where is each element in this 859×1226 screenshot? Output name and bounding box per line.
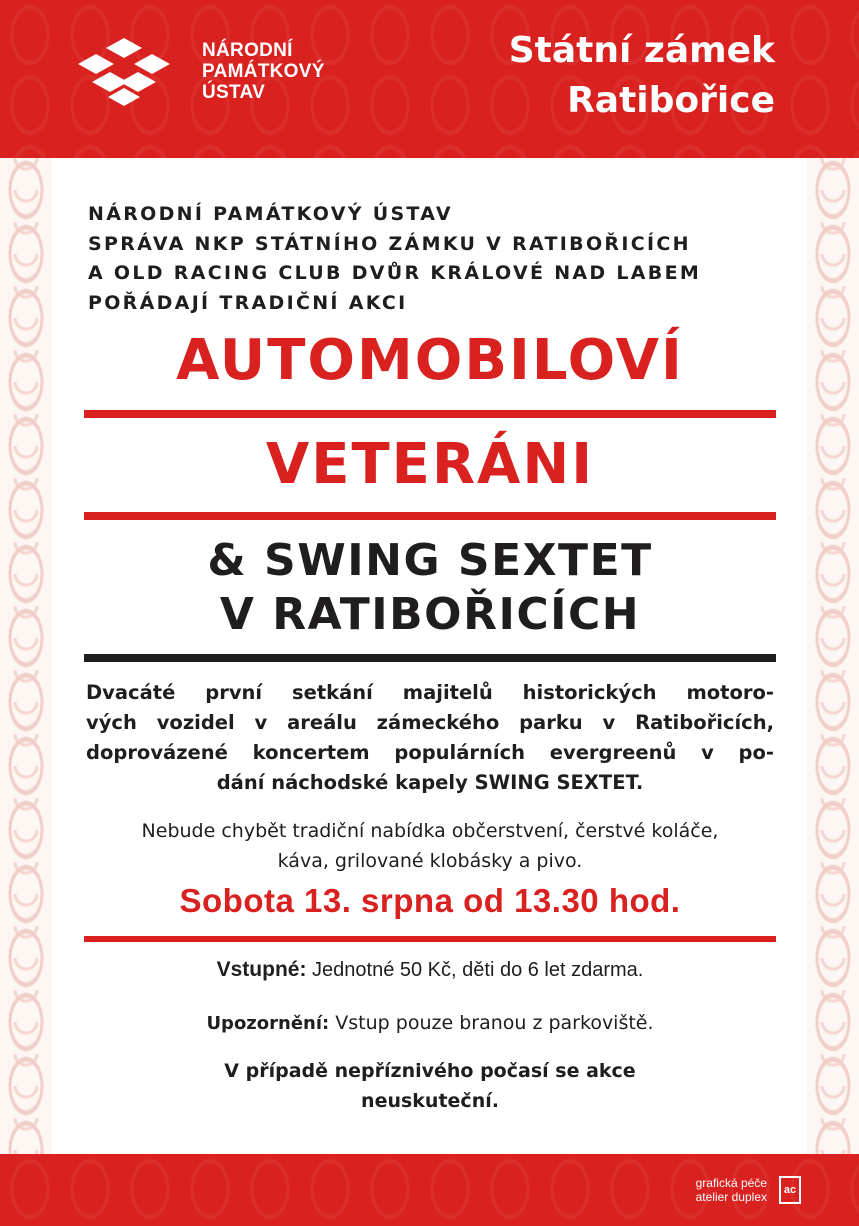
organizer-line: SPRÁVA NKP STÁTNÍHO ZÁMKU V RATIBOŘICÍCH <box>88 232 691 255</box>
admission-info <box>84 958 776 982</box>
offer-line: káva, grilované klobásky a pivo. <box>277 850 583 872</box>
event-title-line-1: AUTOMOBILOVÍ <box>176 328 684 393</box>
ornament-right <box>807 158 859 1154</box>
design-credit <box>696 1176 767 1204</box>
logo-line: PAMÁTKOVÝ <box>202 61 325 82</box>
footer-band <box>0 1154 859 1226</box>
subtitle-divider <box>84 654 776 662</box>
admission-text: Jednotné 50 Kč, děti do 6 let zdarma. <box>312 959 644 981</box>
offer-line: Nebude chybět tradiční nabídka občerstvení, čerstvé koláče, <box>141 820 719 842</box>
event-title-line-2: VETERÁNI <box>265 432 595 497</box>
refreshments-info <box>86 816 774 876</box>
organizer-line: POŘÁDAJÍ TRADIČNÍ AKCI <box>88 291 408 314</box>
atelier-duplex-logo-icon <box>779 1176 801 1204</box>
title-divider <box>84 512 776 520</box>
event-subtitle <box>84 534 776 642</box>
admission-label: Vstupné: <box>216 958 307 981</box>
notice-info <box>84 1012 776 1034</box>
organizer-line: A OLD RACING CLUB DVŮR KRÁLOVÉ NAD LABEM <box>88 262 702 284</box>
description-line: dání náchodské kapely SWING SEXTET. <box>216 771 644 794</box>
subtitle-line: V RATIBOŘICÍCH <box>219 589 641 640</box>
weather-notice <box>84 1056 776 1116</box>
event-description <box>86 678 774 798</box>
title-divider <box>84 410 776 418</box>
date-divider <box>84 936 776 942</box>
notice-label: Upozornění: <box>206 1013 330 1034</box>
castle-name <box>509 26 775 126</box>
organizer-line: NÁRODNÍ PAMÁTKOVÝ ÚSTAV <box>88 203 453 225</box>
credit-mark-text: ac <box>783 1184 797 1196</box>
logo-line: ÚSTAV <box>202 82 266 103</box>
organizers <box>88 200 701 318</box>
logo-line: NÁRODNÍ <box>202 40 293 61</box>
castle-line: Státní zámek <box>508 30 775 71</box>
credit-line: grafická péče <box>695 1176 767 1190</box>
subtitle-line: & SWING SEXTET <box>207 535 653 586</box>
weather-line: V případě nepříznivého počasí se akce <box>224 1060 636 1082</box>
notice-text: Vstup pouze branou z parkoviště. <box>335 1012 654 1034</box>
event-date: Sobota 13. srpna od 13.30 hod. <box>179 882 681 919</box>
description-line: Dvacáté první setkání majitelů historických motoro- <box>86 681 774 704</box>
ornament-left <box>0 158 52 1154</box>
castle-line: Ratibořice <box>567 80 775 121</box>
description-line: doprovázené koncertem populárních evergreenů v po- <box>86 741 774 764</box>
credit-line: atelier duplex <box>695 1190 767 1204</box>
npu-logo-text <box>202 40 325 103</box>
npu-logo-icon <box>76 38 172 108</box>
weather-line: neuskuteční. <box>361 1090 499 1112</box>
description-line: vých vozidel v areálu zámeckého parku v Ratibořicích, <box>86 711 774 734</box>
header-band <box>0 0 859 158</box>
